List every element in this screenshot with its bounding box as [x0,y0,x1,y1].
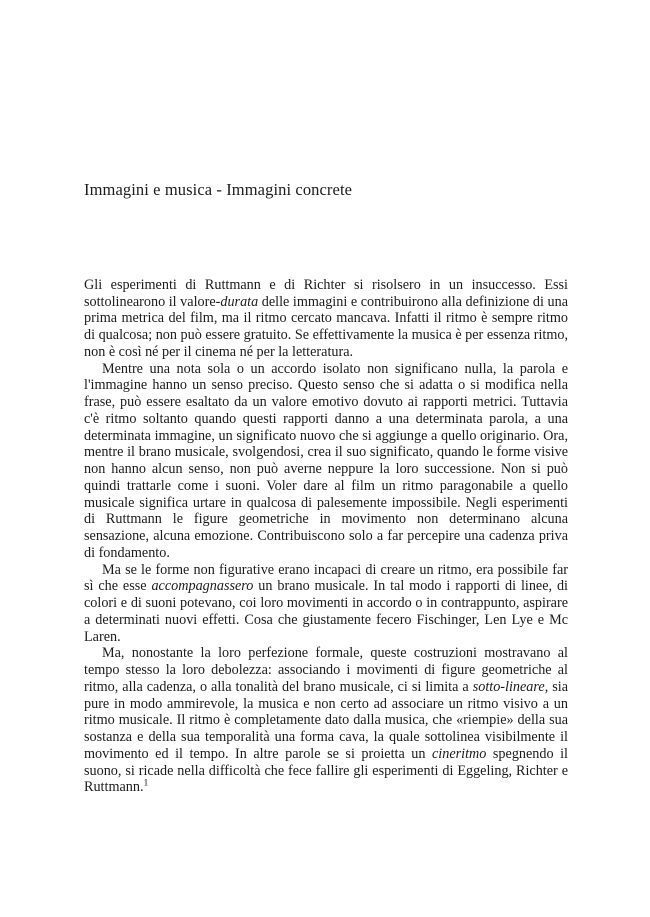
paragraph-3-part-a: Ma se le forme non figurative erano incapaci di creare un ritmo, era possibile far sì che esse [84,561,568,595]
body-text-block [84,200,568,796]
paragraph-1-part-b: delle immagini e contribuirono alla definizione di una prima metrica del film, ma il ritmo cercato mancava. Infatti il ritmo è sempre ritmo di qualcosa; non può essere gratuito. Se effettivamente la musica è per essenza ritmo, non è così né per il cinema né per la letteratura. [84,293,568,360]
paragraph-1 [84,277,568,361]
page-title: Immagini e musica - Immagini concrete [84,180,353,199]
paragraph-4-part-c: spegnendo il suono, si ricade nella difficoltà che fece fallire gli esperimenti di Eggeling, Richter e Ruttmann. [84,745,568,796]
paragraph-4 [84,645,568,796]
paragraph-4-italic-sottolineare: sotto-lineare [472,678,545,695]
paragraph-1-part-a: Gli esperimenti di Ruttmann e di Richter si risolsero in un insuccesso. Essi sottolinearono il valore- [84,276,568,310]
paragraph-4-part-a: Ma, nonostante la loro perfezione formale, queste costruzioni mostravano al tempo stesso la loro debolezza: associando i movimenti di figure geometriche al ritmo, alla cadenza, o alla tonalità del brano musicale, ci si limita a [84,645,568,695]
paragraph-2-part-a: Mentre una nota sola o un accordo isolato non significano nulla, la parola e l'immagine hanno un senso preciso. Questo senso che si adatta o si modifica nella frase, può essere esaltato da un valore emotivo dovuto ai rapporti metrici. Tuttavia c'è ritmo soltanto quando questi rapporti danno a una determinata parola, a una determinata immagine, un significato nuovo che si aggiunge a quello originario. Ora, mentre il brano musicale, svolgendosi, crea il suo significato, quando le forme visive non hanno alcun senso, non può averne neppure la loro successione. Non si può quindi trattarle come i suoni. Voler dare al film un ritmo paragonabile a quello musicale significa urtare in qualcosa di palesemente impossibile. Negli esperimenti di Ruttmann le figure geometriche in movimento non determinano alcuna sensazione, alcuna emozione. Contribuiscono solo a far percepire una cadenza priva di fondamento. [84,360,568,561]
paragraph-3-italic-accompagnassero: accompagnassero [151,578,254,595]
page-content-column [84,0,568,796]
footnote-reference-marker[interactable]: 1 [143,777,149,789]
paragraph-4-part-b: , sia pure in modo ammirevole, la musica e non certo ad associare un ritmo visivo a un ritmo musicale. Il ritmo è completamente dato dalla musica, che «riempie» della sua sostanza e della sua temporalità una forma cava, la quale sottolinea visibilmente il movimento ed il tempo. In altre parole se si proietta un [84,678,569,762]
paragraph-3-part-b: un brano musicale. In tal modo i rapporti di linee, di colori e di suoni potevano, coi loro movimenti in accordo o in contrappunto, aspirare a determinati nuovi effetti. Cosa che giustamente fecero Fischinger, Len Lye e Mc Laren. [84,578,568,645]
paragraph-2 [84,361,568,562]
paragraph-1-italic-durata: durata [220,293,259,310]
paragraph-3 [84,562,568,646]
paragraph-4-italic-cineritmo: cineritmo [432,745,487,762]
